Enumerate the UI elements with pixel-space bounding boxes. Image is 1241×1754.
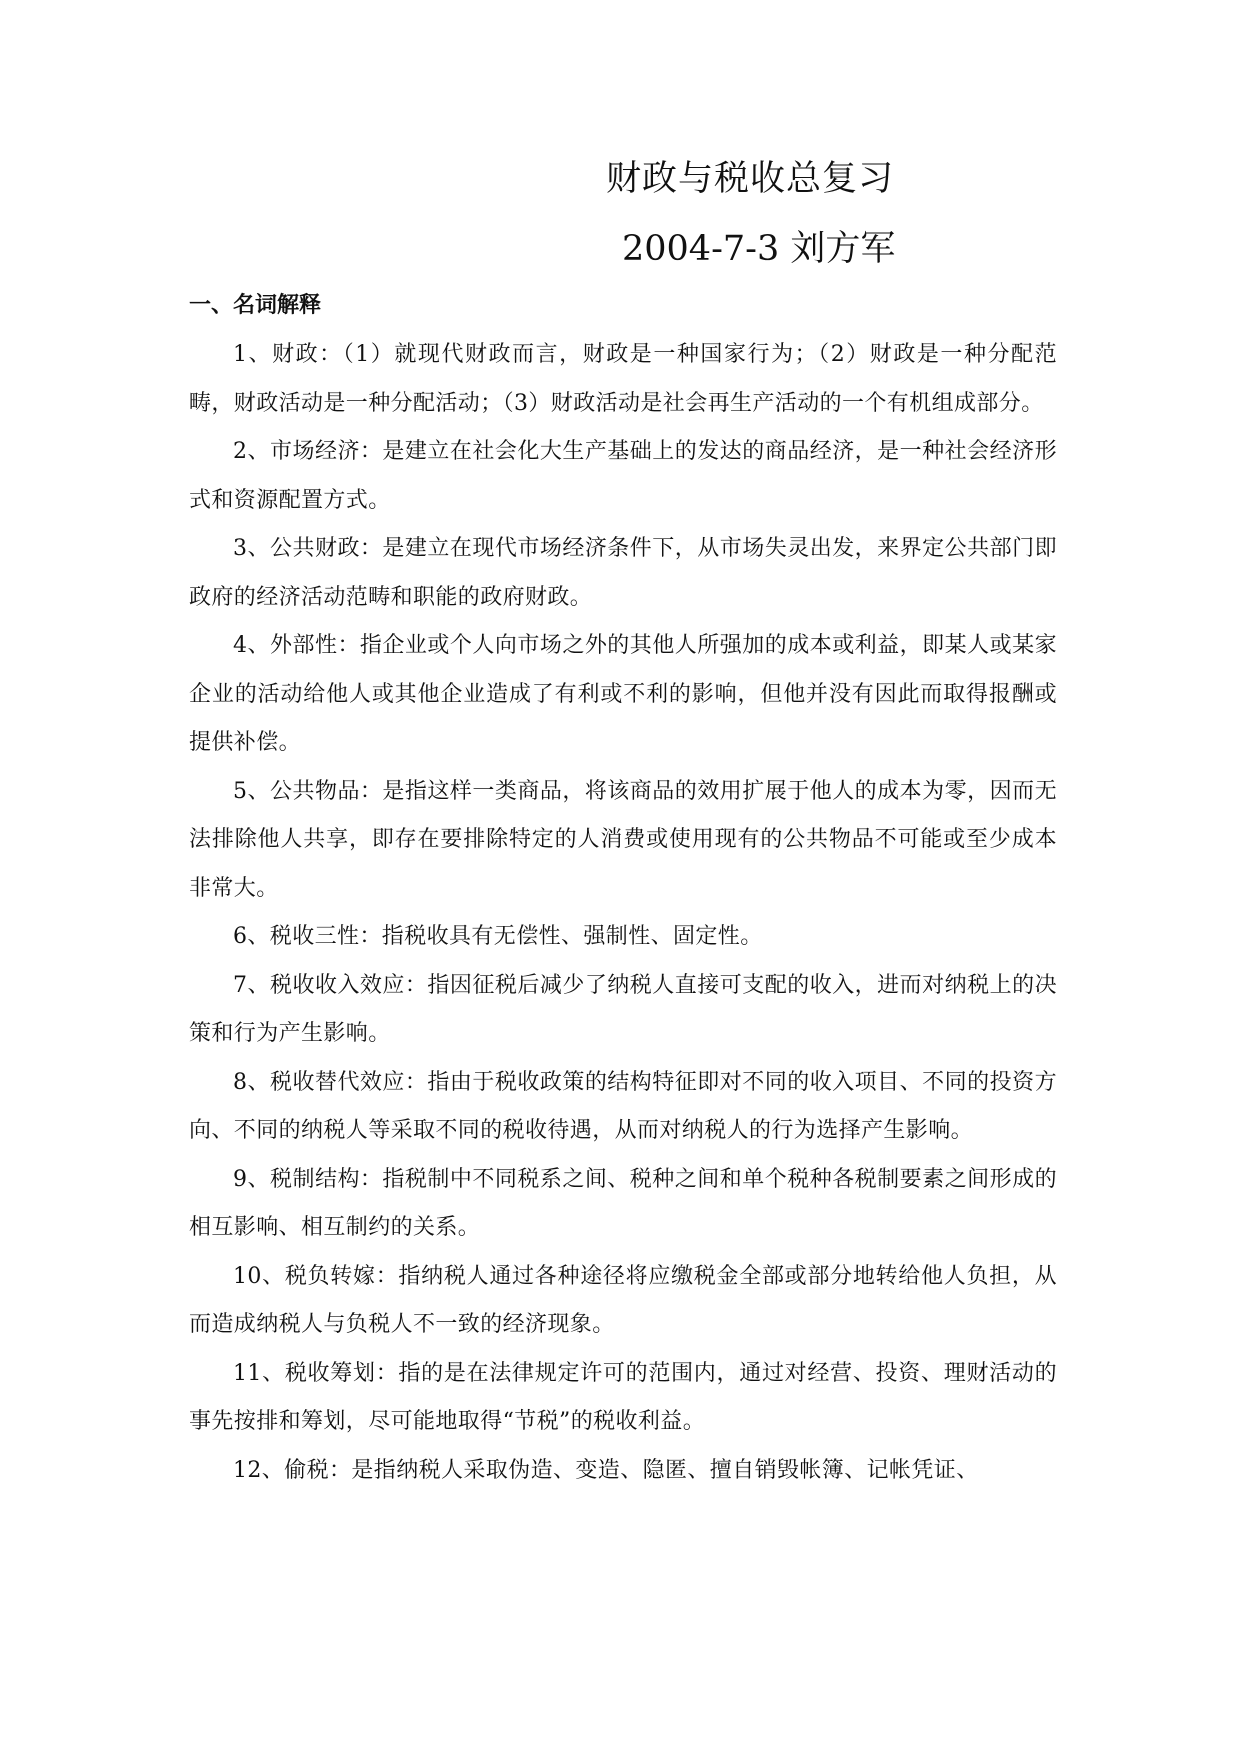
definition-paragraph: 5、公共物品：是指这样一类商品，将该商品的效用扩展于他人的成本为零，因而无法排除他人共享，即存在要排除特定的人消费或使用现有的公共物品不可能或至少成本非常大。 [189,778,1057,901]
definition-paragraph: 11、税收筹划：指的是在法律规定许可的范围内，通过对经营、投资、理财活动的事先按排和筹划，尽可能地取得“节税”的税收利益。 [189,1360,1057,1434]
document-title: 财政与税收总复习 [606,159,895,199]
document-date-author: 2004-7-3 刘方军 [622,229,896,269]
definition-paragraph: 8、税收替代效应：指由于税收政策的结构特征即对不同的收入项目、不同的投资方向、不同的纳税人等采取不同的税收待遇，从而对纳税人的行为选择产生影响。 [189,1069,1057,1143]
definition-paragraph: 3、公共财政：是建立在现代市场经济条件下，从市场失灵出发，来界定公共部门即政府的经济活动范畴和职能的政府财政。 [189,536,1057,610]
section-heading: 一、名词解释 [189,293,322,318]
definition-paragraph: 7、税收收入效应：指因征税后减少了纳税人直接可支配的收入，进而对纳税上的决策和行为产生影响。 [189,972,1057,1046]
definition-paragraph: 12、偷税：是指纳税人采取伪造、变造、隐匿、擅自销毁帐簿、记帐凭证、 [233,1457,979,1483]
definition-paragraph: 6、税收三性：指税收具有无偿性、强制性、固定性。 [233,924,763,949]
definition-paragraph: 10、税负转嫁：指纳税人通过各种途径将应缴税金全部或部分地转给他人负担，从而造成纳税人与负税人不一致的经济现象。 [189,1263,1057,1337]
definition-paragraph: 1、财政：（1）就现代财政而言，财政是一种国家行为；（2）财政是一种分配范畴，财政活动是一种分配活动；（3）财政活动是社会再生产活动的一个有机组成部分。 [189,342,1057,416]
definitions-list [189,331,1057,1495]
definition-paragraph: 9、税制结构：指税制中不同税系之间、税种之间和单个税种各税制要素之间形成的相互影响、相互制约的关系。 [189,1166,1057,1240]
definition-paragraph: 4、外部性：指企业或个人向市场之外的其他人所强加的成本或利益，即某人或某家企业的活动给他人或其他企业造成了有利或不利的影响，但他并没有因此而取得报酬或提供补偿。 [189,633,1057,755]
definition-paragraph: 2、市场经济：是建立在社会化大生产基础上的发达的商品经济，是一种社会经济形式和资源配置方式。 [189,439,1057,513]
